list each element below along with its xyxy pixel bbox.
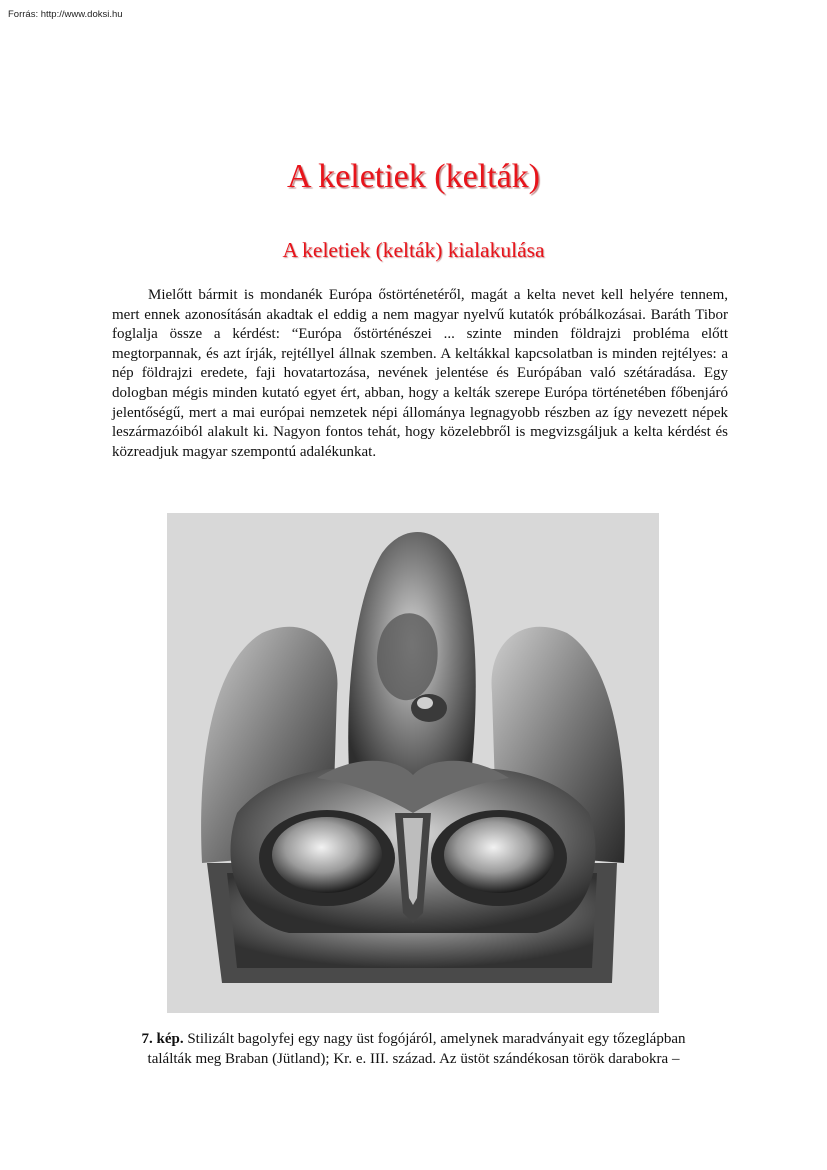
page-title: A keletiek (kelták)	[286, 158, 540, 195]
section-subtitle: A keletiek (kelták) kialakulása	[282, 238, 545, 262]
owl-head-photo	[167, 513, 659, 1013]
owl-head-illustration	[167, 513, 659, 1013]
figure-caption	[100, 1030, 727, 1069]
figure-label: 7. kép.	[141, 1031, 184, 1047]
source-url: Forrás: http://www.doksi.hu	[8, 9, 123, 20]
caption-line-2: találták meg Braban (Jütland); Kr. e. III. század. Az üstöt szándékosan török darabokra –	[147, 1050, 680, 1067]
body-paragraph: Mielőtt bármit is mondanék Európa őstörténetéről, magát a kelta nevet kell helyére tennem, mert ennek azonosításán akadtak el eddig a nem magyar nyelvű kutatók próbálkozásai. Baráth Tibor foglalja össze a kérdést: “Európa őstörténészei ... szinte minden földrajzi probléma előtt megtorpannak, és azt írják, rejtéllyel állnak szemben. A keltákkal kapcsolatban is minden rejtélyes: a nép földrajzi eredete, faji hovatartozása, nevének jelentése és Európában való szétáradása. Egy dologban mégis minden kutató egyet ért, abban, hogy a kelták szerepe Európa történetében főbenjáró jelentőségű, mert a mai európai nemzetek népi állománya legnagyobb részben az így nevezett népek leszármazóiból alakult ki. Nagyon fontos tehát, hogy közelebbről is megvizsgáljuk a kelta kérdést és közreadjuk magyar szempontú adalékunkat.	[112, 287, 728, 460]
caption-line-1: Stilizált bagolyfej egy nagy üst fogójáról, amelynek maradványait egy tőzeglápban	[187, 1031, 686, 1047]
